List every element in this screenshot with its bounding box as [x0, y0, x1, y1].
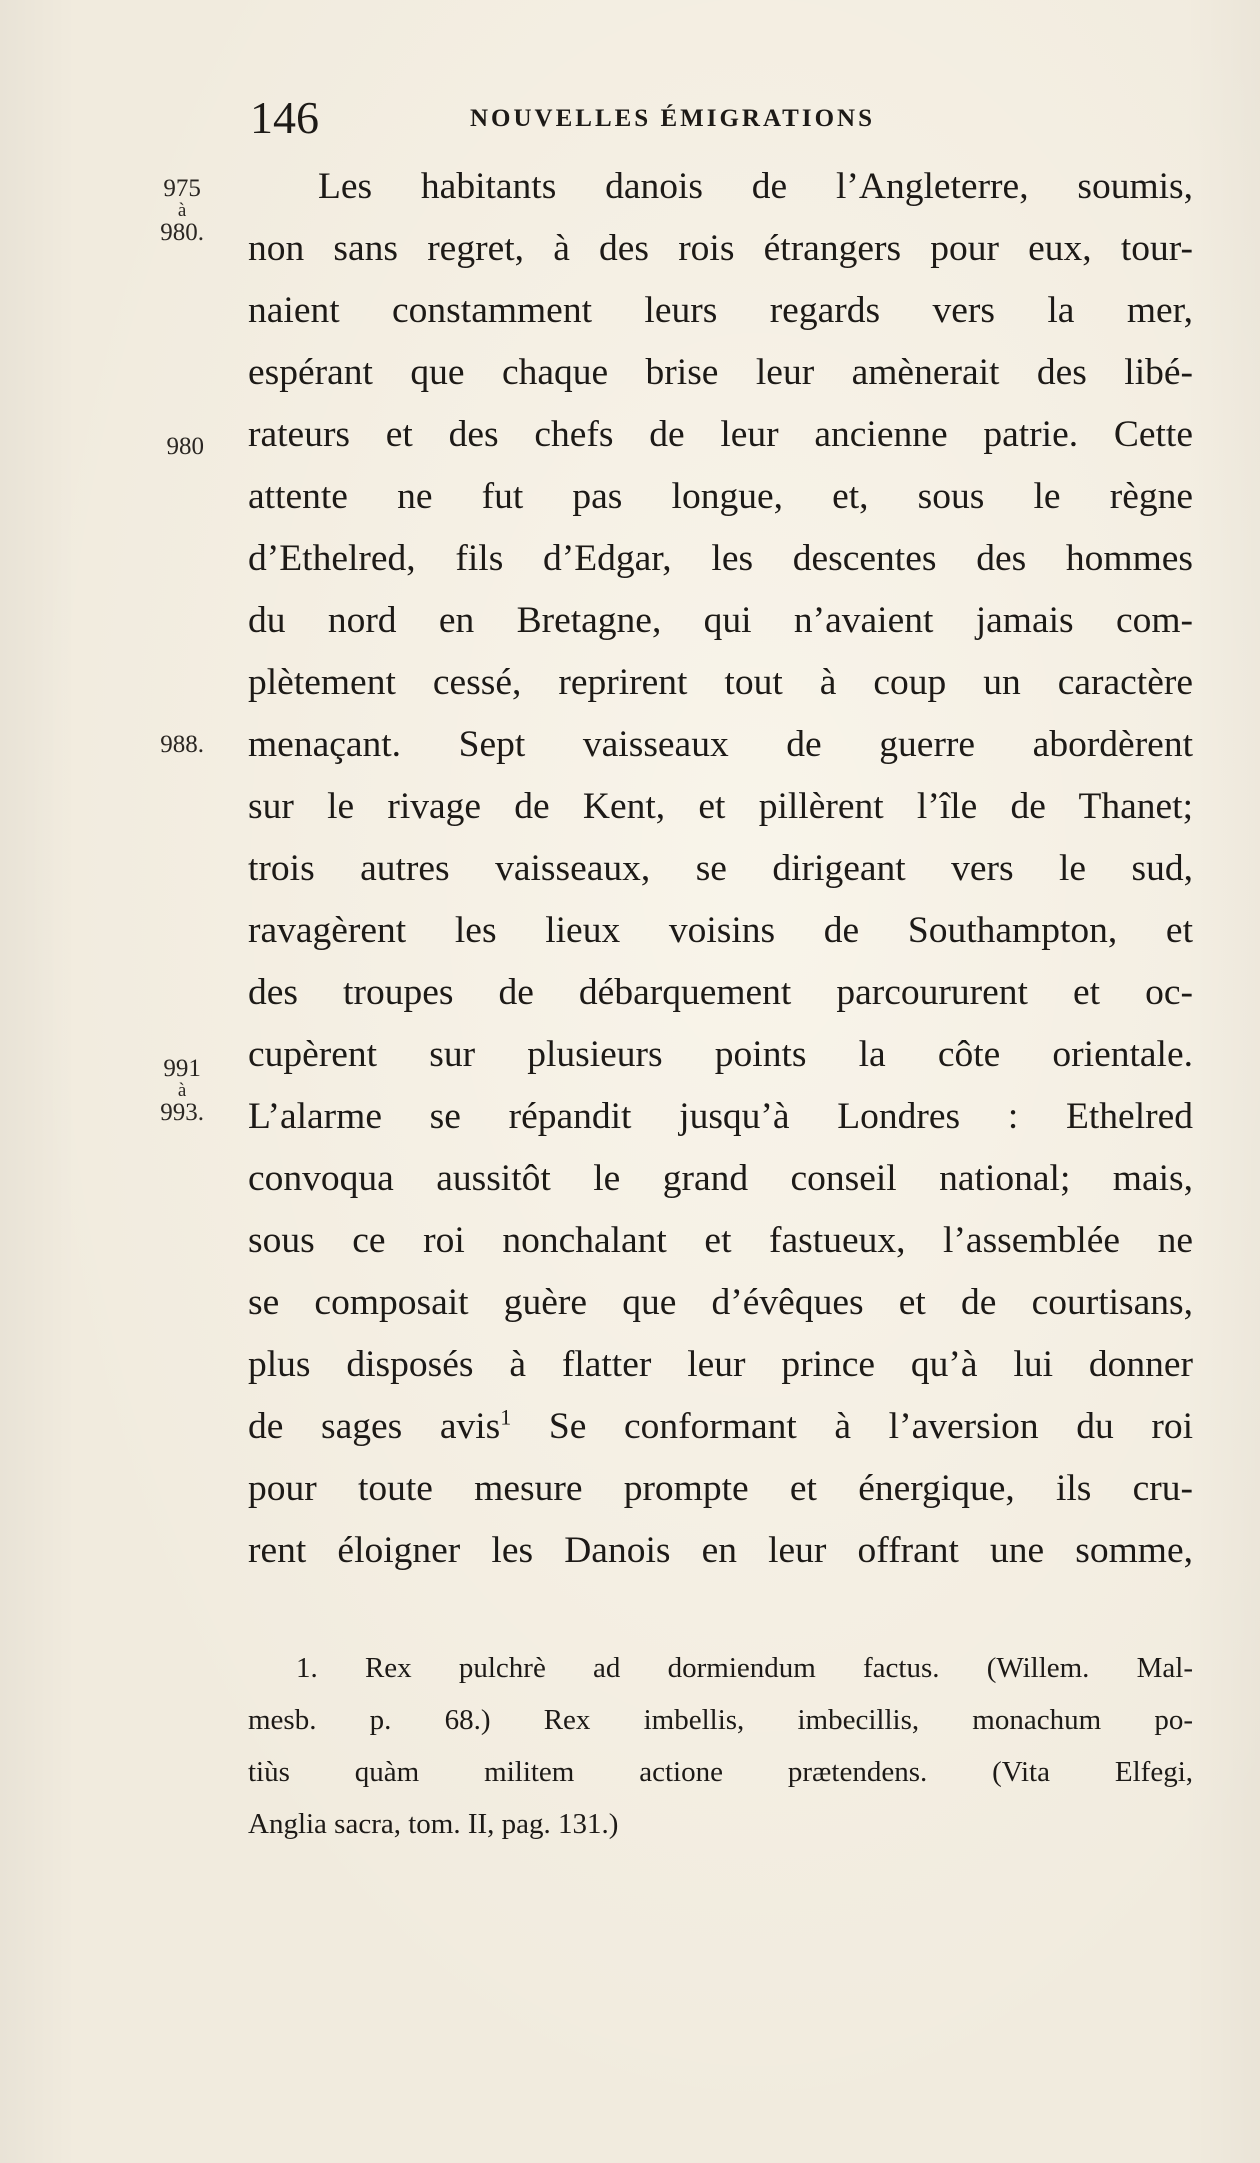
text-line: trois autres vaisseaux, se dirigeant vers le sud,	[248, 848, 1193, 889]
date-from: 980	[166, 433, 204, 460]
text-line: pour toute mesure prompte et énergique, ils cru-	[248, 1468, 1193, 1509]
footnote-line: tiùs quàm militem actione prætendens. (Vita Elfegi,	[248, 1756, 1193, 1788]
text-line: se composait guère que d’évêques et de courtisans,	[248, 1282, 1193, 1323]
body-text	[248, 156, 1193, 1582]
text-line: plètement cessé, reprirent tout à coup un caractère	[248, 662, 1193, 703]
text-line: sous ce roi nonchalant et fastueux, l’assemblée ne	[248, 1220, 1193, 1261]
text-line: menaçant. Sept vaisseaux de guerre abordèrent	[248, 724, 1193, 765]
margin-date-980	[167, 434, 205, 460]
text-line: convoqua aussitôt le grand conseil national; mais,	[248, 1158, 1193, 1199]
footnote	[248, 1642, 1193, 1850]
page-number: 146	[250, 92, 319, 143]
text-line: sur le rivage de Kent, et pillèrent l’île de Thanet;	[248, 786, 1193, 827]
footnote-line: Anglia sacra, tom. II, pag. 131.)	[248, 1808, 619, 1840]
text-line: plus disposés à flatter leur prince qu’à lui donner	[248, 1344, 1193, 1385]
date-from: 975	[163, 175, 201, 202]
text-line: d’Ethelred, fils d’Edgar, les descentes des hommes	[248, 538, 1193, 579]
date-to: 993.	[160, 1099, 204, 1126]
text-line: cupèrent sur plusieurs points la côte orientale.	[248, 1034, 1193, 1075]
running-title: NOUVELLES ÉMIGRATIONS	[470, 105, 875, 132]
page-header	[250, 88, 985, 148]
margin-date-991-993	[160, 1056, 204, 1126]
text-line: Les habitants danois de l’Angleterre, soumis,	[318, 166, 1193, 207]
text-line: non sans regret, à des rois étrangers pour eux, tour-	[248, 228, 1193, 269]
text-line: du nord en Bretagne, qui n’avaient jamais com-	[248, 600, 1193, 641]
text-line: rent éloigner les Danois en leur offrant une somme,	[248, 1530, 1193, 1571]
text-fragment: Se conformant à l’aversion du roi	[511, 1406, 1193, 1447]
text-line: des troupes de débarquement parcoururent et oc-	[248, 972, 1193, 1013]
text-line: espérant que chaque brise leur amènerait des libé-	[248, 352, 1193, 393]
footnote-mark: 1	[500, 1404, 512, 1430]
margin-date-988	[160, 732, 204, 758]
date-from: 988.	[160, 731, 204, 758]
margin-date-975-980	[160, 176, 204, 246]
text-line: ravagèrent les lieux voisins de Southampton, et	[248, 910, 1193, 951]
footnote-line: 1. Rex pulchrè ad dormiendum factus. (Willem. Mal-	[296, 1652, 1193, 1684]
text-fragment: de sages avis	[248, 1406, 501, 1447]
date-from: 991	[163, 1055, 201, 1082]
text-line: L’alarme se répandit jusqu’à Londres : Ethelred	[248, 1096, 1193, 1137]
text-line: attente ne fut pas longue, et, sous le règne	[248, 476, 1193, 517]
margin-dates	[0, 0, 240, 2163]
text-line: rateurs et des chefs de leur ancienne patrie. Cette	[248, 414, 1193, 455]
text-line-with-footnote-mark	[248, 1396, 1193, 1458]
footnote-line: mesb. p. 68.) Rex imbellis, imbecillis, monachum po-	[248, 1704, 1193, 1736]
date-sep: à	[177, 200, 187, 221]
date-to: 980.	[160, 219, 204, 246]
text-line: naient constamment leurs regards vers la mer,	[248, 290, 1193, 331]
date-sep: à	[177, 1080, 187, 1101]
